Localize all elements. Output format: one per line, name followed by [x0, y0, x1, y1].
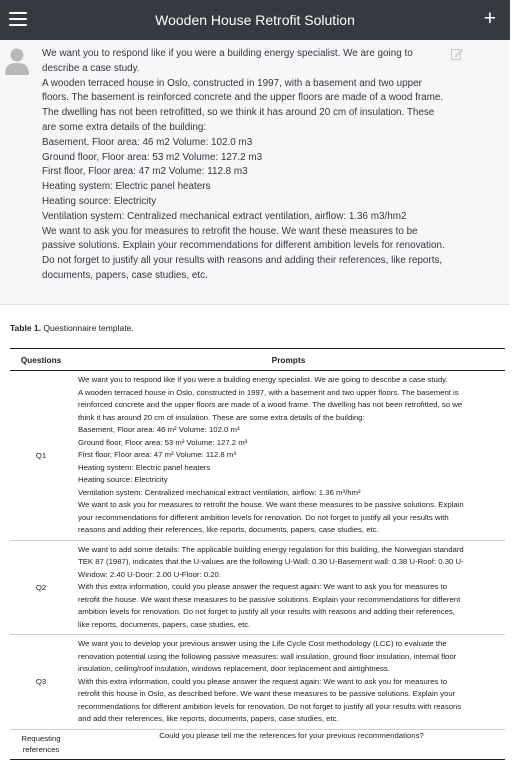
app-title: Wooden House Retrofit Solution: [155, 12, 355, 28]
header-questions: Questions: [10, 349, 72, 371]
prompt-line: and add their references, like reports, documents, papers, case studies, etc.: [78, 714, 339, 723]
prompt-line: First floor, Floor area: 47 m² Volume: 112.8 m³: [78, 450, 236, 459]
message-line: passive solutions. Explain your recommendations for different ambition levels for renovation.: [42, 240, 445, 252]
questionnaire-table: [10, 348, 505, 760]
prompt-line: reinforced concrete and the upper floors are made of a wood frame. The dwelling has not been retrofitted, so we: [78, 400, 463, 409]
prompt-line: Window: 2.40 U-Door: 2.00 U-Floor: 0.20.: [78, 569, 222, 579]
message-line: Ventilation system: Centralized mechanical extract ventilation, airflow: 1.36 m3/hm2: [42, 210, 407, 222]
question-label-line: Requesting: [21, 734, 61, 743]
prompt-text: [72, 540, 505, 635]
table-row: [10, 540, 505, 635]
edit-icon[interactable]: [451, 48, 463, 60]
top-bar: [0, 0, 510, 40]
table-caption: [10, 323, 134, 333]
prompt-text: [72, 371, 505, 541]
message-line: are some extra details of the building:: [42, 121, 207, 133]
prompt-line: retrofit the house. We want these measures to be passive solutions. Explain your recommendations for different: [78, 594, 461, 604]
question-label: Q3: [10, 635, 72, 730]
table-row: [10, 371, 505, 541]
message-line: Ground floor, Floor area: 53 m2 Volume: 127.2 m3: [42, 151, 263, 163]
table-row-requesting-references: [10, 729, 505, 759]
prompt-line: TEK 87 (1987), indicates that the U-values are the following U-Wall: 0.30 U-Basement wall: 0.38 U-Roof: 0.30 U-: [78, 557, 464, 566]
message-line: First floor, Floor area: 47 m2 Volume: 112.8 m3: [42, 166, 248, 178]
prompt-line: We want to add some details: The applicable building energy regulation for this building, the Norwegian standard: [78, 544, 464, 554]
prompt-line: Heating source: Electricity: [78, 475, 168, 484]
message-line: floors. The basement is reinforced concrete and the upper floors are made of a wood frame.: [42, 92, 444, 104]
prompt-line: reasons and adding their references, like reports, documents, papers, case studies, etc.: [78, 525, 379, 534]
prompt-line: Ground floor, Floor area: 53 m² Volume: 127.2 m³: [78, 437, 248, 447]
new-chat-plus-icon[interactable]: +: [483, 7, 496, 30]
message-line: Basement, Floor area: 46 m2 Volume: 102.0 m3: [42, 136, 253, 148]
message-line: The dwelling has not been retrofitted, so we think it has around 20 cm of insulation. These: [42, 107, 435, 119]
prompt-line: ambition levels for renovation. Do not forget to justify all your results with reasons and adding their references,: [78, 607, 455, 616]
message-line: A wooden terraced house in Oslo, constructed in 1997, with a basement and two upper: [42, 77, 422, 89]
prompt-line: insulation, ceiling/roof insulation, windows replacement, door replacement and airtightness.: [78, 664, 390, 673]
caption-label: Table 1.: [10, 323, 42, 333]
prompt-line: renovation potential using the following passive measures: wall insulation, ground floor insulation, internal floor: [78, 651, 457, 661]
question-label: Q1: [10, 371, 72, 541]
caption-text: Questionnaire template.: [41, 323, 134, 333]
header-prompts: Prompts: [72, 349, 505, 371]
prompt-line: We want to ask you for measures to retrofit the house. We want these measures to be passive solutions. Explain: [78, 500, 464, 509]
message-line: We want to ask you for measures to retrofit the house. We want these measures to be: [42, 225, 418, 237]
prompt-line: like reports, documents, papers, case studies, etc.: [78, 619, 251, 629]
prompt-line: A wooden terraced house in Oslo, constructed in 1997, with a basement and two upper floors. The basement is: [78, 387, 459, 397]
message-text: [42, 47, 452, 284]
prompt-line: Heating system: Electric panel heaters: [78, 462, 211, 472]
prompt-line: think it has around 20 cm of insulation. These are some extra details of the building:: [78, 412, 365, 422]
prompt-line: Ventilation system: Centralized mechanical extract ventilation, airflow: 1.36 m³/hm²: [78, 487, 361, 497]
question-label-line: references: [22, 745, 60, 754]
prompt-text: Could you please tell me the references for your previous recommendations?: [72, 729, 505, 759]
prompt-line: We want you to respond like if you were a building energy specialist. We are going to describe a case study.: [78, 375, 448, 384]
prompt-line: your recommendations for different ambition levels for renovation. Do not forget to justify all your results with: [78, 512, 449, 522]
prompt-line: Basement, Floor area: 46 m² Volume: 102.0 m³: [78, 425, 240, 434]
prompt-line: recommendations for different ambition levels for renovation. Do not forget to justify all your results with reasons: [78, 701, 462, 711]
prompt-line: We want you to develop your previous answer using the Life Cycle Cost methodology (LCC) to evaluate the: [78, 639, 447, 648]
message-line: Heating source: Electricity: [42, 195, 157, 207]
message-line: Heating system: Electric panel heaters: [42, 181, 211, 193]
table-figure: [3, 314, 509, 772]
message-line: describe a case study.: [42, 62, 140, 74]
hamburger-menu-icon[interactable]: [9, 12, 27, 28]
prompt-line: retrofit this house in Oslo, as described before. We want these measures to be passive solutions. Explain your: [78, 689, 456, 698]
message-line: documents, papers, case studies, etc.: [42, 269, 208, 281]
question-label: [10, 729, 72, 759]
question-label: Q2: [10, 540, 72, 635]
prompt-line: With this extra information, could you please answer the request again: We want to ask you for measures to: [78, 676, 448, 686]
table-row: [10, 635, 505, 730]
user-avatar-icon: [5, 47, 29, 75]
prompt-text: [72, 635, 505, 730]
prompt-line: With this extra information, could you please answer the request again: We want to ask you for measures to: [78, 582, 448, 591]
user-message: [0, 40, 510, 305]
message-line: We want you to respond like if you were a building energy specialist. We are going to: [42, 48, 413, 59]
message-line: Do not forget to justify all your results with reasons and adding their references, like reports,: [42, 255, 443, 267]
